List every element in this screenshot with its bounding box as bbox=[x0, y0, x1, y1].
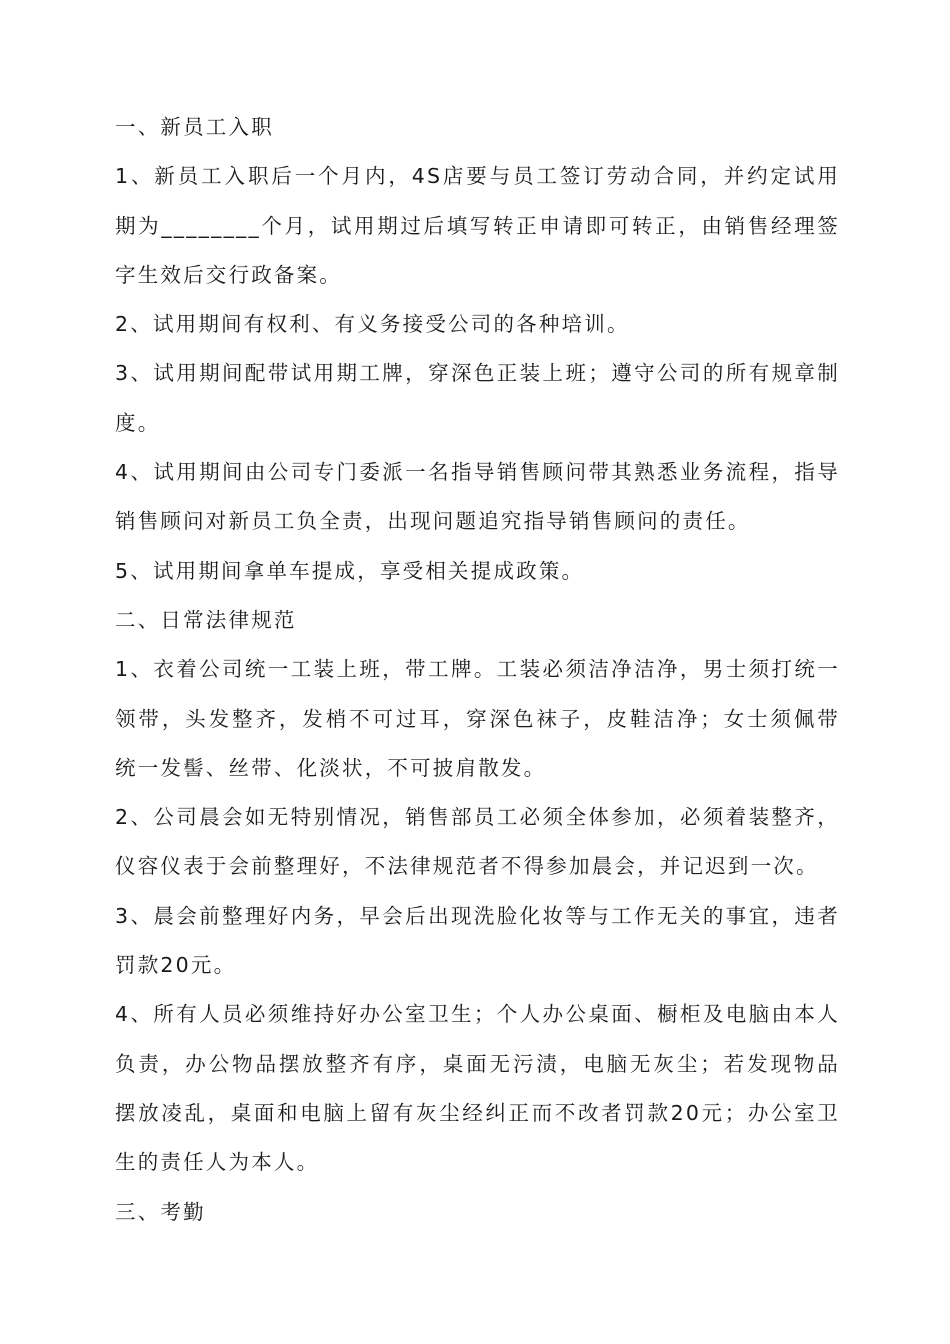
section-heading-daily-rules: 二、日常法律规范 bbox=[115, 607, 297, 632]
paragraph-onboarding-2: 2、试用期间有权利、有义务接受公司的各种培训。 bbox=[115, 312, 630, 337]
paragraph-onboarding-1: 1、新员工入职后一个月内，4S店要与员工签订劳动合同，并约定试用期为________个月，试用期过后填写转正申请即可转正，由销售经理签字生效后交行政备案。 bbox=[115, 164, 840, 287]
paragraph-onboarding-4: 4、试用期间由公司专门委派一名指导销售顾问带其熟悉业务流程，指导销售顾问对新员工负全责，出现问题追究指导销售顾问的责任。 bbox=[115, 460, 840, 534]
paragraph-daily-rules-2: 2、公司晨会如无特别情况，销售部员工必须全体参加，必须着装整齐，仪容仪表于会前整理好，不法律规范者不得参加晨会，并记迟到一次。 bbox=[115, 805, 840, 879]
paragraph-daily-rules-1: 1、衣着公司统一工装上班，带工牌。工装必须洁净洁净，男士须打统一领带，头发整齐，发梢不可过耳，穿深色袜子，皮鞋洁净；女士须佩带统一发髻、丝带、化淡状，不可披肩散发。 bbox=[115, 657, 840, 780]
paragraph-onboarding-3: 3、试用期间配带试用期工牌，穿深色正装上班；遵守公司的所有规章制度。 bbox=[115, 361, 840, 435]
paragraph-daily-rules-4: 4、所有人员必须维持好办公室卫生；个人办公桌面、橱柜及电脑由本人负责，办公物品摆放整齐有序，桌面无污渍，电脑无灰尘；若发现物品摆放凌乱，桌面和电脑上留有灰尘经纠正而不改者罚款20元；办公室卫生的责任人为本人。 bbox=[115, 1002, 840, 1175]
document-body bbox=[115, 103, 840, 1237]
paragraph-daily-rules-3: 3、晨会前整理好内务，早会后出现洗脸化妆等与工作无关的事宜，违者罚款20元。 bbox=[115, 903, 840, 978]
paragraph-onboarding-5: 5、试用期间拿单车提成，享受相关提成政策。 bbox=[115, 558, 585, 583]
section-heading-attendance: 三、考勤 bbox=[115, 1199, 206, 1224]
section-heading-onboarding: 一、新员工入职 bbox=[115, 115, 274, 139]
